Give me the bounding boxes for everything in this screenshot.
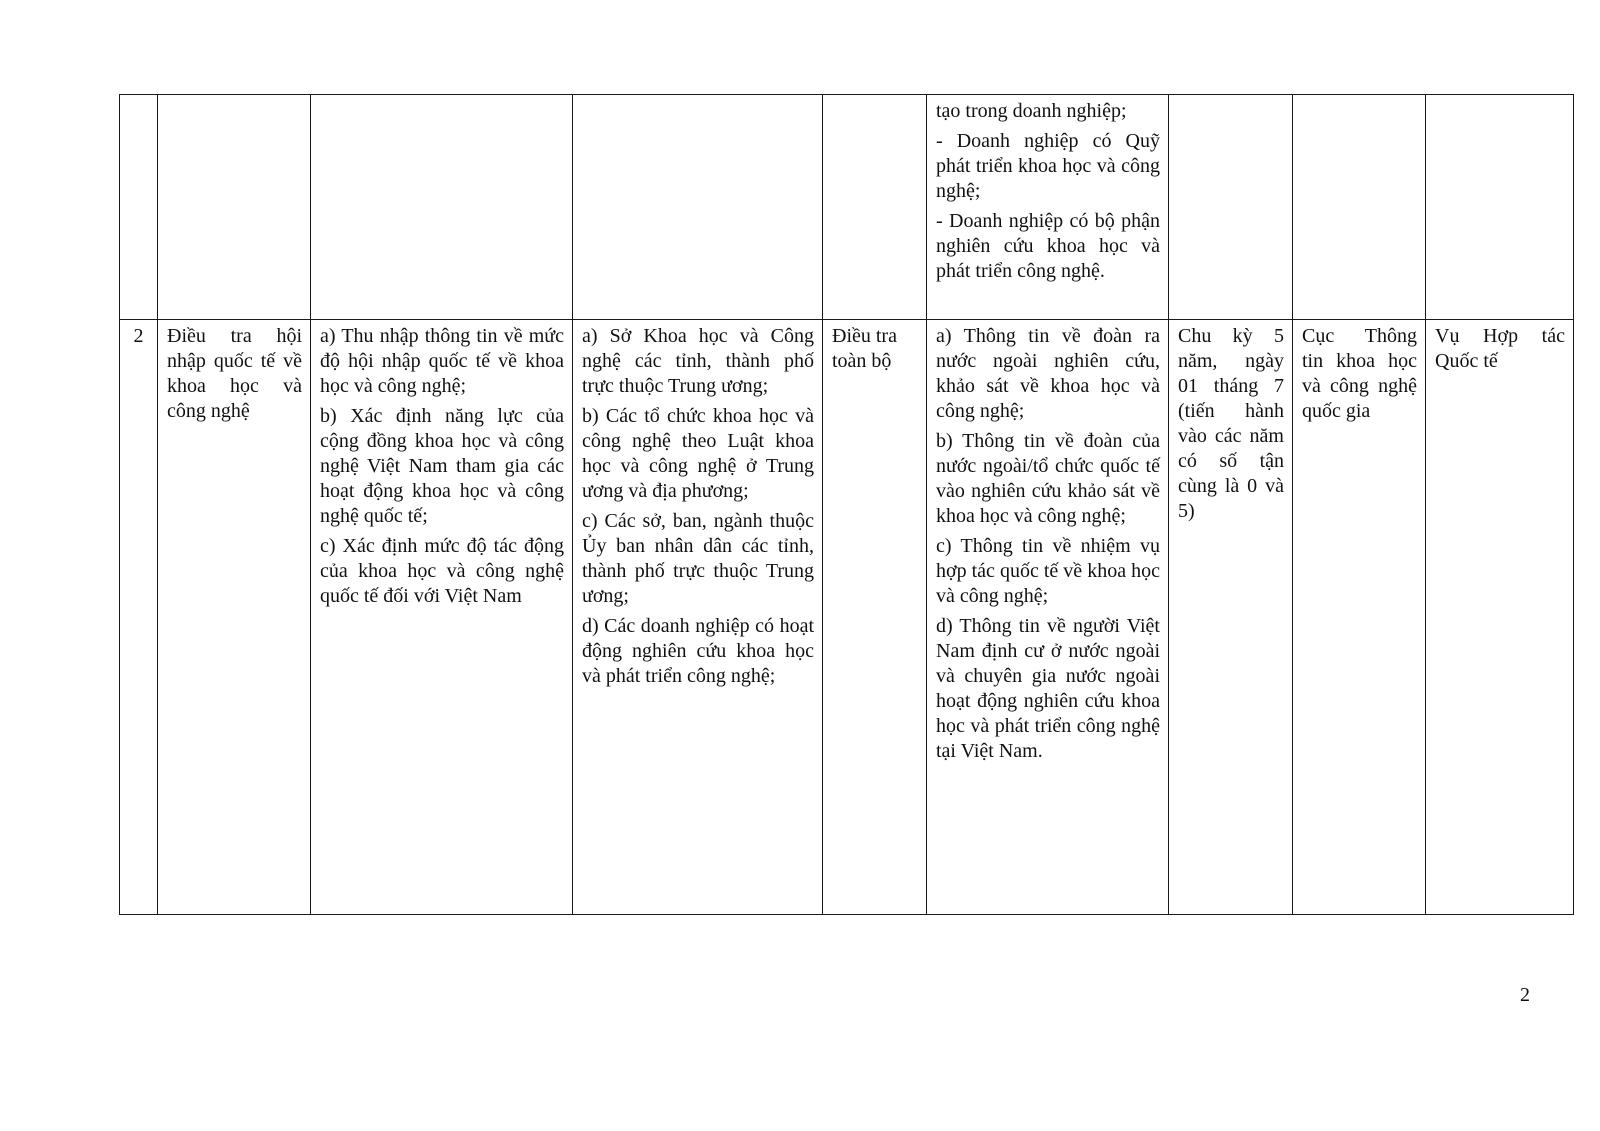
coordinating-agency-cell xyxy=(1426,95,1574,320)
indicators-cell xyxy=(927,95,1169,320)
indicator-item: b) Thông tin về đoàn của nước ngoài/tổ chức quốc tế vào nghiên cứu khảo sát về khoa học và công nghệ; xyxy=(936,430,1160,527)
method-cell: Điều tra toàn bộ xyxy=(823,320,927,915)
content-item: c) Xác định mức độ tác động của khoa học và công nghệ quốc tế đối với Việt Nam xyxy=(320,535,564,607)
content-item: b) Xác định năng lực của cộng đồng khoa học và công nghệ Việt Nam tham gia các hoạt động khoa học và công nghệ quốc tế; xyxy=(320,405,564,527)
target-item: c) Các sở, ban, ngành thuộc Ủy ban nhân dân các tỉnh, thành phố trực thuộc Trung ương; xyxy=(582,510,814,607)
lead-agency-cell: Cục Thông tin khoa học và công nghệ quốc gia xyxy=(1293,320,1426,915)
coordinating-agency-cell: Vụ Hợp tác Quốc tế xyxy=(1426,320,1574,915)
indicator-item: d) Thông tin về người Việt Nam định cư ở nước ngoài và chuyên gia nước ngoài hoạt động nghiên cứu khoa học và phát triển công nghệ tại Việt Nam. xyxy=(936,615,1160,762)
content-cell xyxy=(311,95,573,320)
indicator-item: c) Thông tin về nhiệm vụ hợp tác quốc tế về khoa học và công nghệ; xyxy=(936,535,1160,607)
survey-name-cell xyxy=(158,95,311,320)
period-cell xyxy=(1169,95,1293,320)
target-cell xyxy=(573,95,823,320)
lead-agency-cell xyxy=(1293,95,1426,320)
survey-table xyxy=(119,94,1574,915)
method-cell xyxy=(823,95,927,320)
page-number: 2 xyxy=(1520,984,1530,1006)
target-item: d) Các doanh nghiệp có hoạt động nghiên cứu khoa học và phát triển công nghệ; xyxy=(582,615,814,687)
period-cell: Chu kỳ 5 năm, ngày 01 tháng 7 (tiến hành vào các năm có số tận cùng là 0 và 5) xyxy=(1169,320,1293,915)
survey-name-cell: Điều tra hội nhập quốc tế về khoa học và công nghệ xyxy=(158,320,311,915)
target-item: b) Các tổ chức khoa học và công nghệ theo Luật khoa học và công nghệ ở Trung ương và địa phương; xyxy=(582,405,814,502)
table-row xyxy=(120,95,1574,320)
content-cell xyxy=(311,320,573,915)
row-number-cell xyxy=(120,95,158,320)
indicator-item: a) Thông tin về đoàn ra nước ngoài nghiên cứu, khảo sát về khoa học và công nghệ; xyxy=(936,325,1160,422)
indicator-item: tạo trong doanh nghiệp; xyxy=(936,100,1127,122)
row-number-cell: 2 xyxy=(120,320,158,915)
indicators-cell xyxy=(927,320,1169,915)
content-item: a) Thu nhập thông tin về mức độ hội nhập quốc tế về khoa học và công nghệ; xyxy=(320,325,564,397)
target-item: a) Sở Khoa học và Công nghệ các tỉnh, thành phố trực thuộc Trung ương; xyxy=(582,325,814,397)
indicator-item: - Doanh nghiệp có bộ phận nghiên cứu khoa học và phát triển công nghệ. xyxy=(936,210,1160,282)
table-row xyxy=(120,320,1574,915)
target-cell xyxy=(573,320,823,915)
indicator-item: - Doanh nghiệp có Quỹ phát triển khoa học và công nghệ; xyxy=(936,130,1160,202)
